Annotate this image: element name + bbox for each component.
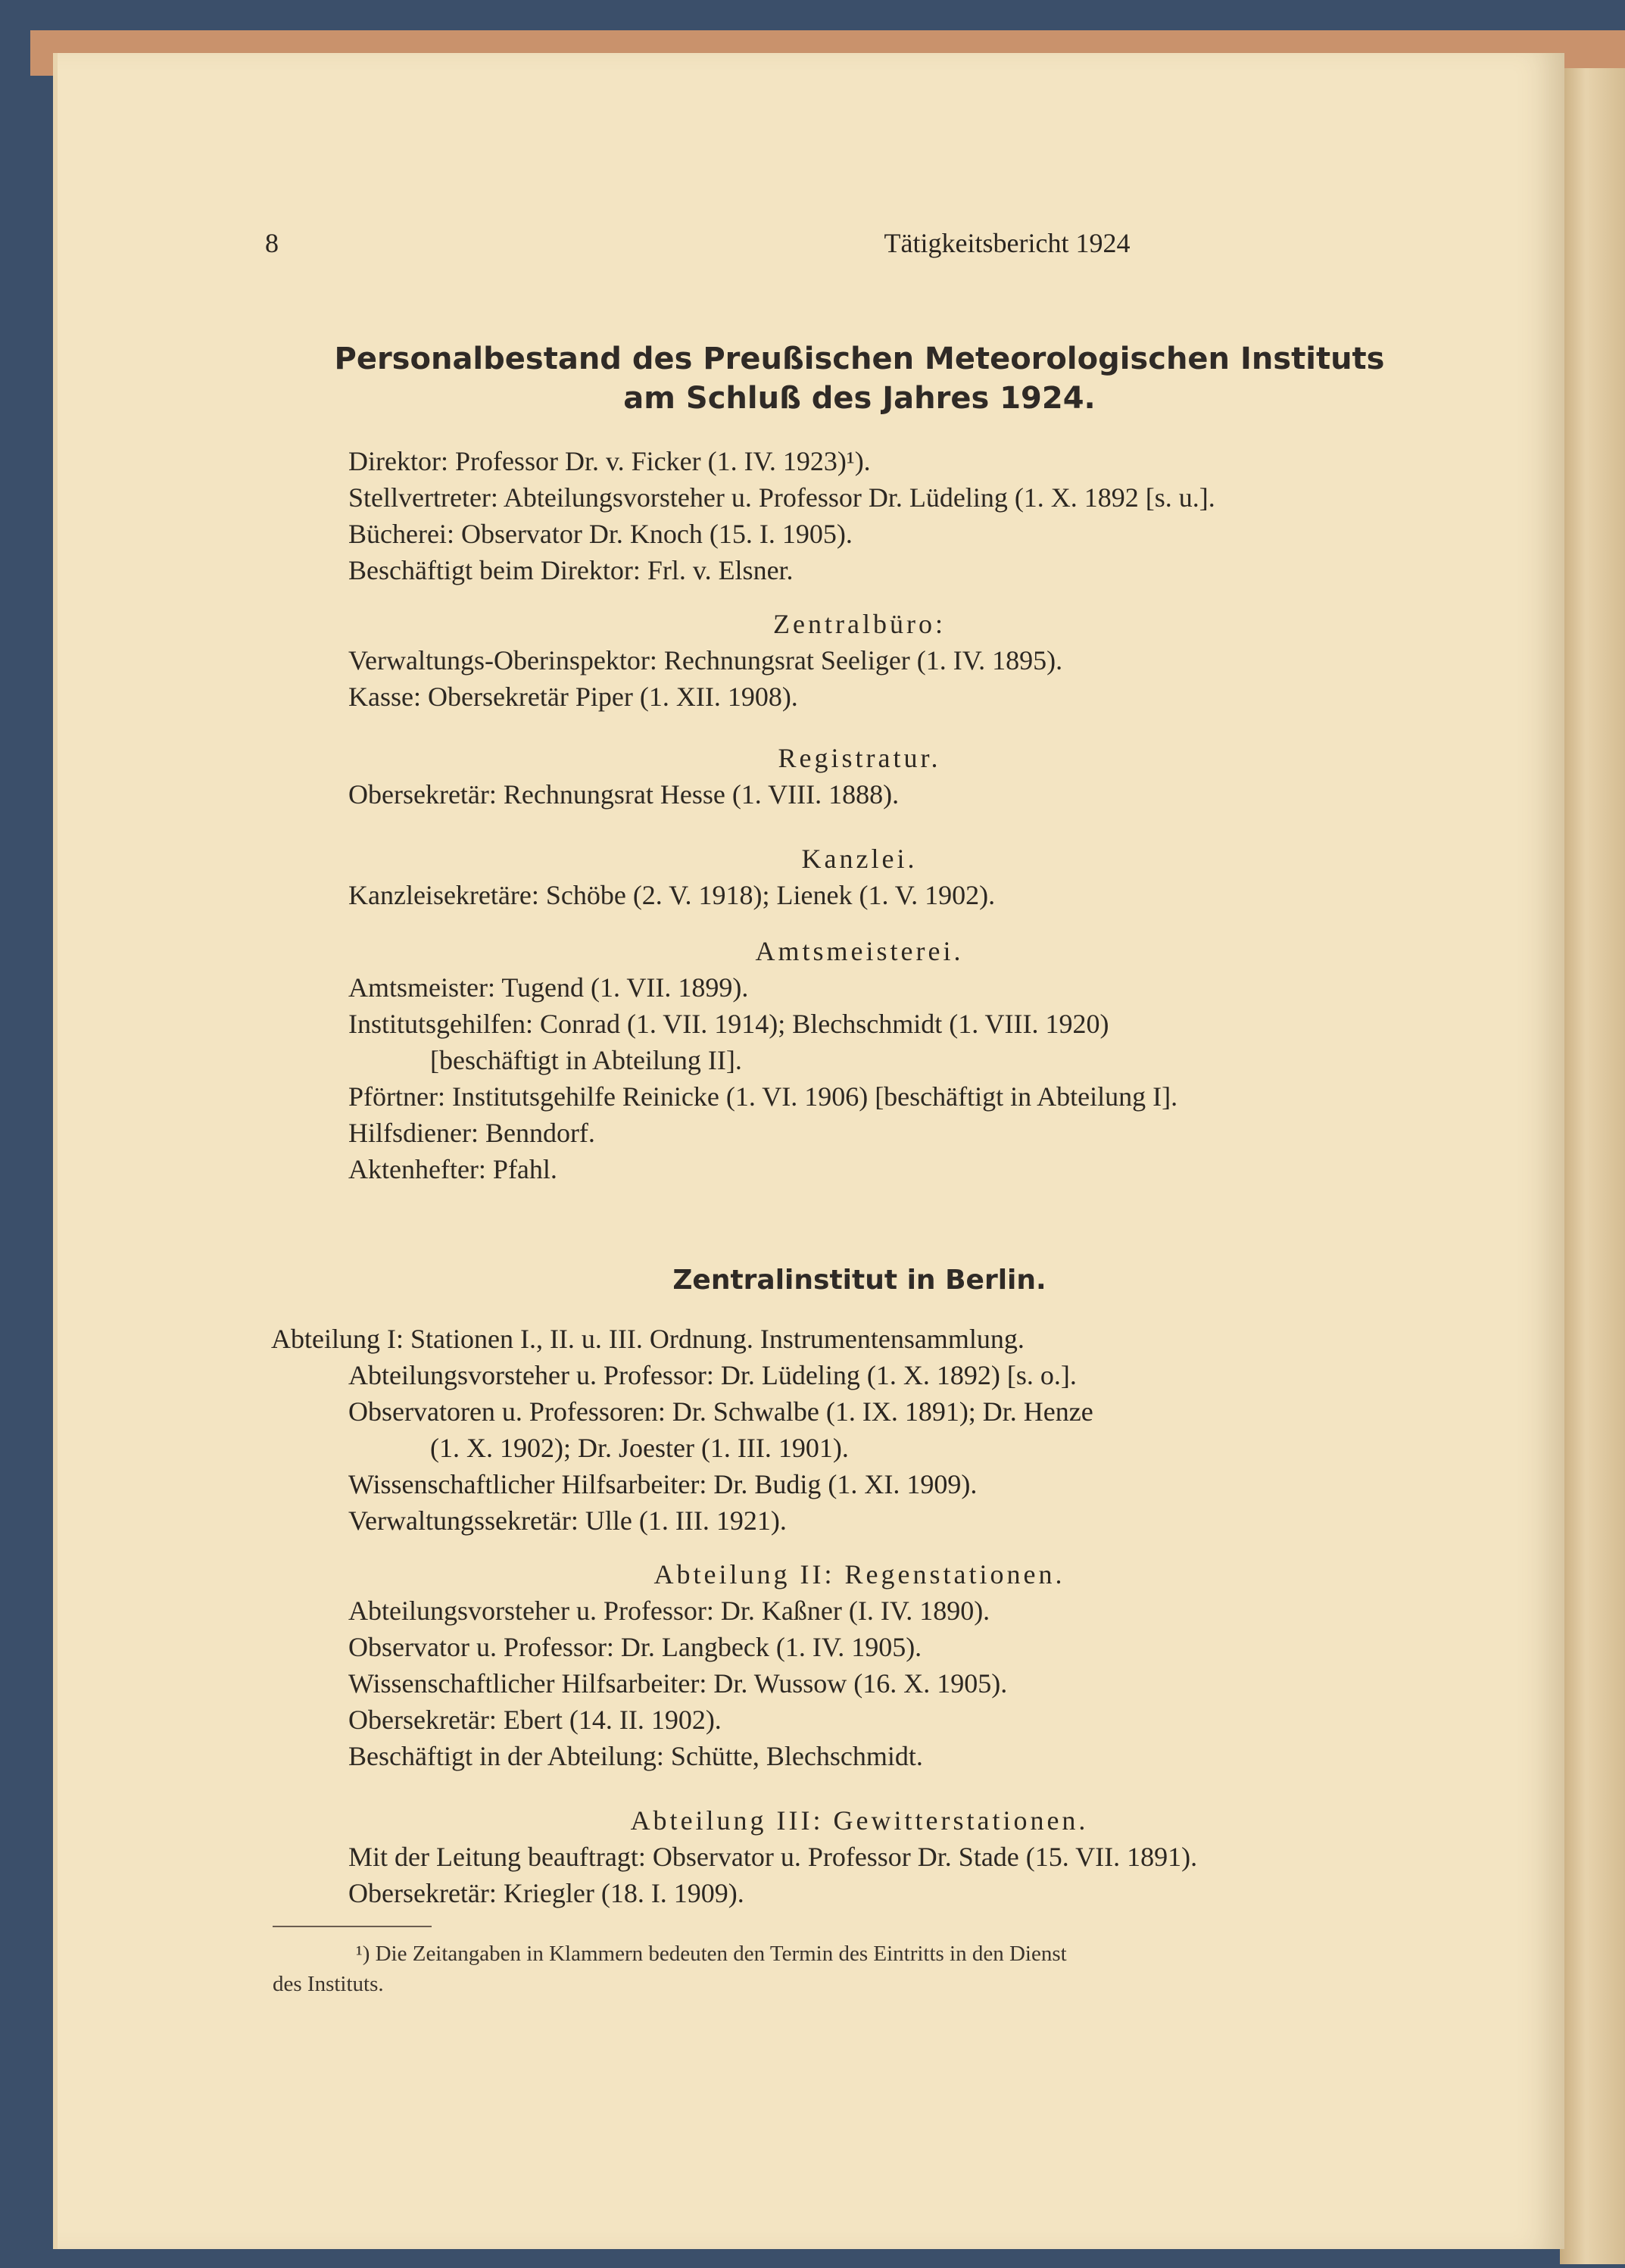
page-number: 8	[265, 228, 279, 258]
leadership-line: Stellvertreter: Abteilungsvorsteher u. Professor Dr. Lüdeling (1. X. 1892 [s. u.].	[348, 482, 1215, 513]
abteilung-3-section	[348, 1802, 1439, 1911]
section-line: Amtsmeister: Tugend (1. VII. 1899).	[348, 972, 749, 1003]
department-line: Obersekretär: Kriegler (18. I. 1909).	[348, 1878, 744, 1908]
department-heading: Abteilung I: Stationen I., II. u. III. Ordnung. Instrumentensammlung.	[271, 1324, 1025, 1354]
department-line: Observator u. Professor: Dr. Langbeck (1. IV. 1905).	[348, 1632, 922, 1662]
department-line: Wissenschaftlicher Hilfsarbeiter: Dr. Wussow (16. X. 1905).	[348, 1668, 1008, 1699]
department-line: Beschäftigt in der Abteilung: Schütte, Blechschmidt.	[348, 1741, 923, 1771]
department-line: (1. X. 1902); Dr. Joester (1. III. 1901).	[430, 1433, 849, 1463]
department-line: Wissenschaftlicher Hilfsarbeiter: Dr. Budig (1. XI. 1909).	[348, 1469, 978, 1499]
abteilung-2-section	[348, 1556, 1439, 1774]
leadership-section	[348, 443, 1439, 588]
section-heading: Kanzlei.	[801, 844, 918, 874]
department-line: Verwaltungssekretär: Ulle (1. III. 1921).	[348, 1505, 787, 1536]
section-heading: Amtsmeisterei.	[755, 936, 964, 966]
abteilung-1-section	[271, 1321, 1437, 1539]
section-heading: Zentralbüro:	[773, 609, 946, 639]
book-gutter	[1560, 68, 1625, 2264]
section-line: Verwaltungs-Oberinspektor: Rechnungsrat Seeliger (1. IV. 1895).	[348, 645, 1063, 675]
zentralinstitut-heading: Zentralinstitut in Berlin.	[672, 1265, 1046, 1296]
section-heading: Registratur.	[778, 743, 941, 773]
section-line: Obersekretär: Rechnungsrat Hesse (1. VIII. 1888).	[348, 779, 900, 810]
title-line-1: Personalbestand des Preußischen Meteorologischen Instituts	[334, 342, 1385, 376]
section-line: Institutsgehilfen: Conrad (1. VII. 1914); Blechschmidt (1. VIII. 1920)	[348, 1009, 1109, 1039]
department-heading: Abteilung III: Gewitterstationen.	[630, 1805, 1089, 1836]
footnote-line-2: des Instituts.	[273, 1972, 384, 1996]
footnote-rule	[273, 1926, 432, 1927]
section-line: Aktenhefter: Pfahl.	[348, 1154, 557, 1184]
kanzlei-section	[348, 841, 1439, 913]
section-line: Hilfsdiener: Benndorf.	[348, 1118, 595, 1148]
leadership-line: Bücherei: Observator Dr. Knoch (15. I. 1905).	[348, 519, 853, 549]
department-line: Mit der Leitung beauftragt: Observator u. Professor Dr. Stade (15. VII. 1891).	[348, 1842, 1198, 1872]
title-line-2: am Schluß des Jahres 1924.	[623, 381, 1096, 416]
department-line: Abteilungsvorsteher u. Professor: Dr. Lüdeling (1. X. 1892) [s. o.].	[348, 1360, 1077, 1390]
page-header	[265, 227, 1424, 265]
footnote	[273, 1939, 1439, 1999]
leadership-line: Direktor: Professor Dr. v. Ficker (1. IV. 1923)¹).	[348, 446, 871, 476]
section-line: Pförtner: Institutsgehilfe Reinicke (1. VI. 1906) [beschäftigt in Abteilung I].	[348, 1081, 1178, 1112]
amtsmeisterei-section	[348, 933, 1439, 1187]
leadership-line: Beschäftigt beim Direktor: Frl. v. Elsner.	[348, 555, 794, 585]
running-title: Tätigkeitsbericht 1924	[884, 228, 1131, 258]
department-line: Abteilungsvorsteher u. Professor: Dr. Kaßner (I. IV. 1890).	[348, 1596, 990, 1626]
footnote-line-1: ¹) Die Zeitangaben in Klammern bedeuten den Termin des Eintritts in den Dienst	[356, 1942, 1067, 1966]
department-line: Observatoren u. Professoren: Dr. Schwalbe (1. IX. 1891); Dr. Henze	[348, 1396, 1093, 1427]
section-line: [beschäftigt in Abteilung II].	[430, 1045, 742, 1075]
zentralbuero-section	[348, 606, 1439, 715]
section-line: Kasse: Obersekretär Piper (1. XII. 1908).	[348, 682, 798, 712]
department-line: Obersekretär: Ebert (14. II. 1902).	[348, 1705, 722, 1735]
registratur-section	[348, 740, 1439, 813]
section-line: Kanzleisekretäre: Schöbe (2. V. 1918); Lienek (1. V. 1902).	[348, 880, 996, 910]
department-heading: Abteilung II: Regenstationen.	[653, 1559, 1065, 1589]
page-title	[280, 339, 1439, 418]
